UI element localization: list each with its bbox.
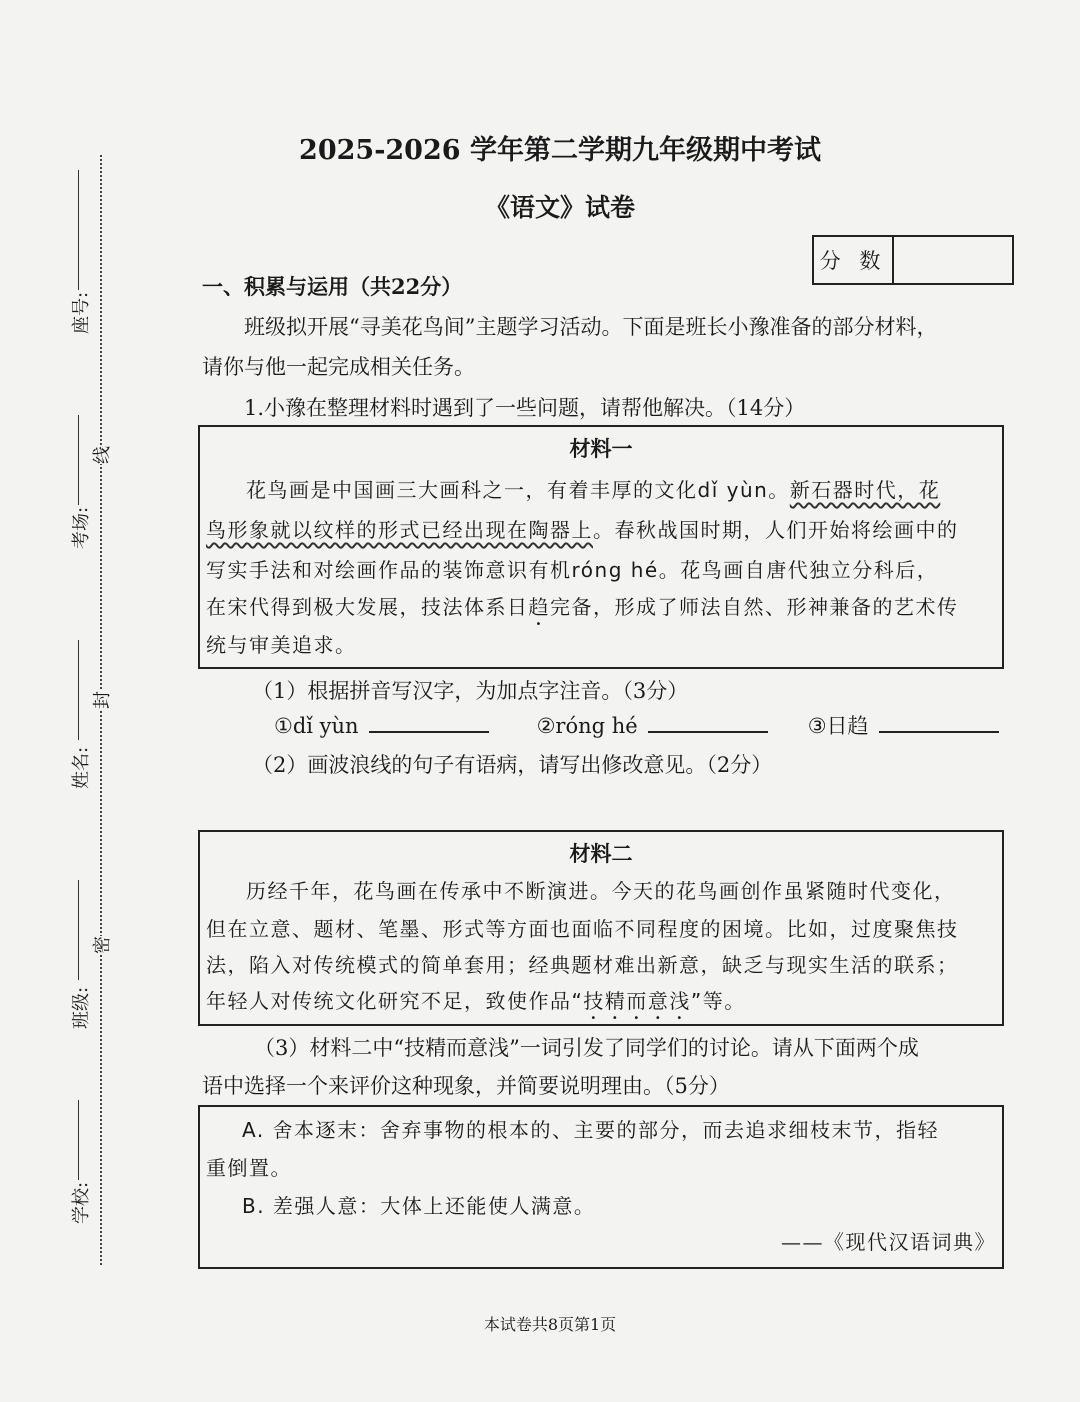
text: 完备，形成了师法自然、形神兼备的艺术传	[550, 595, 959, 619]
item-2: ②róng hé	[536, 714, 638, 738]
exam-title: 2025-2026 学年第二学期九年级期中考试	[299, 135, 821, 166]
school-line	[78, 1100, 80, 1180]
name-line	[78, 640, 80, 740]
name-label: 姓名:	[71, 746, 92, 790]
answer-blank-3[interactable]	[879, 713, 999, 733]
answer-blank-1[interactable]	[369, 713, 489, 733]
dotted-char: 趋	[528, 595, 550, 619]
seal-word-seal: 封	[86, 691, 116, 709]
pinyin-items	[202, 711, 1007, 741]
question-1: 1.小豫在整理材料时遇到了一些问题，请帮他解决。（14分）	[244, 396, 806, 420]
material-1-line	[206, 515, 996, 545]
material-2-line	[206, 986, 996, 1024]
sub-question-3: （3）材料二中“技精而意浅”一词引发了同学们的讨论。请从下面两个成	[254, 1036, 919, 1060]
binding-dotted-line	[100, 155, 102, 1265]
seal-word-line: 线	[86, 446, 116, 464]
material-1-line	[206, 475, 996, 505]
material-2-line: 但在立意、题材、笔墨、形式等方面也面临不同程度的困境。比如，过度聚焦技	[206, 917, 959, 941]
school-label: 学校:	[71, 1181, 92, 1225]
idiom-a: A. 舍本逐末：舍弃事物的根本的、主要的部分，而去追求细枝末节，指轻	[242, 1118, 940, 1142]
text: ”等。	[690, 989, 746, 1013]
seal-word-secret: 密	[86, 936, 116, 954]
material-1-box	[198, 425, 1004, 669]
sub-question-2: （2）画波浪线的句子有语病，请写出修改意见。（2分）	[252, 753, 773, 777]
item-1: ①dǐ yùn	[274, 714, 359, 738]
page-footer: 本试卷共8页第1页	[483, 1315, 617, 1334]
intro-text: 班级拟开展“寻美花鸟间”主题学习活动。下面是班长小豫准备的部分材料，	[244, 315, 938, 339]
material-1-title: 材料一	[569, 436, 633, 461]
text: 年轻人对传统文化研究不足，致使作品“	[206, 989, 584, 1013]
intro-text-cont: 请你与他一起完成相关任务。	[202, 355, 475, 379]
item-3: ③日趋	[807, 714, 869, 738]
material-2-box	[198, 830, 1004, 1026]
material-1-line: 写实手法和对绘画作品的装饰意识有机róng hé。花鸟画自唐代独立分科后，	[206, 558, 939, 582]
wavy-underlined-text: 鸟形象就以纹样的形式已经出现在陶器上	[206, 518, 593, 542]
exam-room-line	[78, 415, 80, 505]
class-label: 班级:	[71, 986, 92, 1030]
text: 在宋代得到极大发展，技法体系日	[206, 595, 529, 619]
text: 花鸟画是中国画三大画科之一，有着丰厚的文化dǐ yùn。	[246, 478, 790, 502]
sub-question-1: （1）根据拼音写汉字，为加点字注音。（3分）	[252, 679, 689, 703]
section-heading: 一、积累与运用（共22分）	[202, 274, 463, 299]
material-1-line	[206, 592, 996, 630]
wavy-underlined-text: 新石器时代，花	[789, 478, 941, 502]
material-1-line: 统与审美追求。	[206, 633, 357, 657]
dictionary-source: ——《现代汉语词典》	[781, 1230, 996, 1254]
idioms-box	[198, 1105, 1004, 1269]
class-line	[78, 880, 80, 980]
answer-blank-2[interactable]	[648, 713, 768, 733]
material-2-line: 法，陷入对传统模式的简单套用；经典题材难出新意，缺乏与现实生活的联系；	[206, 953, 959, 977]
idiom-b: B. 差强人意：大体上还能使人满意。	[242, 1194, 596, 1218]
material-2-title: 材料二	[569, 841, 633, 866]
idiom-a-cont: 重倒置。	[206, 1156, 292, 1180]
seat-number-label: 座号:	[71, 291, 92, 335]
sub-question-3-cont: 语中选择一个来评价这种现象，并简要说明理由。（5分）	[202, 1074, 730, 1098]
score-label: 分 数	[814, 237, 894, 283]
dotted-phrase: 技精而意浅	[583, 989, 691, 1013]
text: 。春秋战国时期，人们开始将绘画中的	[593, 518, 959, 542]
exam-room-label: 考场:	[71, 506, 92, 550]
exam-subtitle: 《语文》试卷	[484, 193, 635, 222]
material-2-line: 历经千年，花鸟画在传承中不断演进。今天的花鸟画创作虽紧随时代变化，	[246, 879, 956, 903]
